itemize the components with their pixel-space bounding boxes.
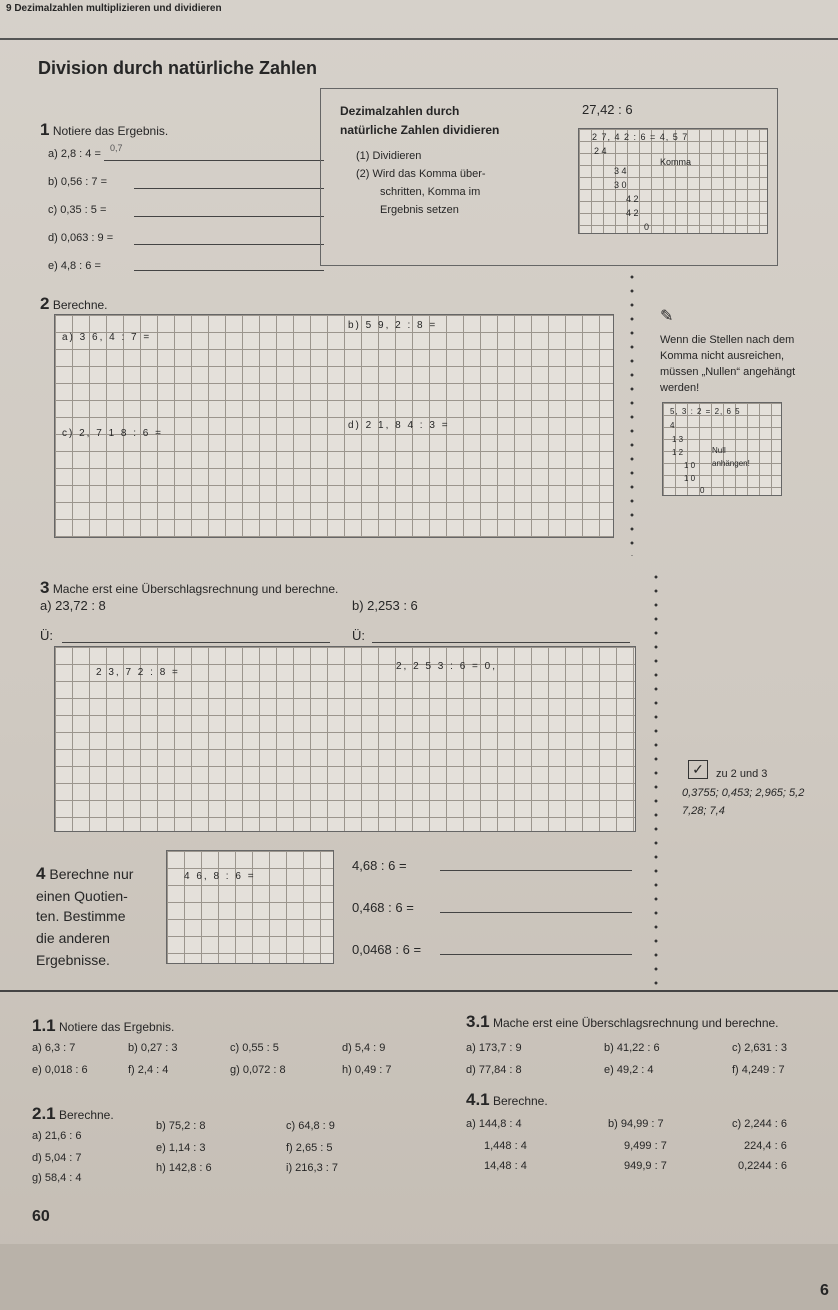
- hint-line: 1 2: [672, 448, 684, 457]
- task2-a: a) 3 6, 4 : 7 =: [62, 332, 152, 343]
- info-grid: [578, 128, 768, 234]
- ex21-item: f) 2,65 : 5: [286, 1142, 333, 1154]
- task3-heading: 3 Mache erst eine Überschlagsrechnung und berechne.: [40, 578, 339, 597]
- info-example: 27,42 : 6: [582, 102, 633, 117]
- task3-calc-a: 2 3, 7 2 : 8 =: [96, 667, 180, 678]
- ex11-item: d) 5,4 : 9: [342, 1042, 386, 1054]
- info-step-2b: schritten, Komma im: [380, 186, 481, 198]
- ex41-item: 1,448 : 4: [484, 1140, 527, 1152]
- ex31-item: c) 2,631 : 3: [732, 1042, 788, 1054]
- ex11-item: f) 2,4 : 4: [128, 1064, 169, 1076]
- ex31-item: b) 41,22 : 6: [604, 1042, 660, 1054]
- ex21-heading: 2.1 Berechne.: [32, 1104, 114, 1123]
- ex21-item: g) 58,4 : 4: [32, 1172, 82, 1184]
- task1-a: a) 2,8 : 4 =: [48, 148, 101, 160]
- ex31-item: f) 4,249 : 7: [732, 1064, 785, 1076]
- hint-text-3: müssen „Nullen“ angehängt: [660, 366, 796, 378]
- hint-line: 0: [700, 486, 705, 495]
- task2-b: b) 5 9, 2 : 8 =: [348, 320, 438, 331]
- ex21-item: a) 21,6 : 6: [32, 1130, 82, 1142]
- hint-text-4: werden!: [660, 382, 700, 394]
- hint-line: 1 0: [684, 461, 696, 470]
- task4-text-5: Ergebnisse.: [36, 952, 110, 968]
- ex41-item: 14,48 : 4: [484, 1160, 527, 1172]
- dotted-divider-2: [654, 570, 658, 990]
- ex41-item: 9,499 : 7: [624, 1140, 667, 1152]
- task4-grid[interactable]: [166, 850, 334, 964]
- info-line: 3 4: [614, 166, 627, 176]
- ex21-item: e) 1,14 : 3: [156, 1142, 206, 1154]
- ex11-item: g) 0,072 : 8: [230, 1064, 286, 1076]
- ex21-item: b) 75,2 : 8: [156, 1120, 206, 1132]
- info-step-2c: Ergebnis setzen: [380, 204, 459, 216]
- ex11-item: a) 6,3 : 7: [32, 1042, 76, 1054]
- ex21-item: i) 216,3 : 7: [286, 1162, 338, 1174]
- task1-e: e) 4,8 : 6 =: [48, 260, 101, 272]
- hint-text-1: Wenn die Stellen nach dem: [660, 334, 795, 346]
- task4-text-4: die anderen: [36, 930, 110, 946]
- ex41-item: 224,4 : 6: [744, 1140, 787, 1152]
- ex11-item: b) 0,27 : 3: [128, 1042, 178, 1054]
- ex41-item: b) 94,99 : 7: [608, 1118, 664, 1130]
- info-step-1: (1) Dividieren: [356, 150, 422, 162]
- checkmark-icon: ✓: [688, 760, 708, 779]
- ex11-item: h) 0,49 : 7: [342, 1064, 392, 1076]
- info-line: 0: [644, 222, 650, 232]
- hint-calc: 5, 3 : 2 = 2, 6 5: [670, 407, 741, 416]
- hint-line: 4: [670, 421, 675, 430]
- ex41-item: c) 2,244 : 6: [732, 1118, 788, 1130]
- task1-a-answer: 0,7: [110, 143, 123, 153]
- ex41-item: 949,9 : 7: [624, 1160, 667, 1172]
- task2-grid[interactable]: [54, 314, 614, 538]
- ex41-item: a) 144,8 : 4: [466, 1118, 522, 1130]
- next-page-strip: [0, 1244, 838, 1310]
- ex21-item: h) 142,8 : 6: [156, 1162, 212, 1174]
- task1-d: d) 0,063 : 9 =: [48, 232, 114, 244]
- task4-eq-1: 4,68 : 6 =: [352, 858, 407, 873]
- task4-eq-3: 0,0468 : 6 =: [352, 942, 422, 957]
- solutions-line-1: 0,3755; 0,453; 2,965; 5,2: [682, 787, 805, 799]
- info-line: 4 2: [626, 194, 639, 204]
- solutions-line-2: 7,28; 7,4: [682, 805, 725, 817]
- ex31-item: d) 77,84 : 8: [466, 1064, 522, 1076]
- hint-null: Null: [712, 446, 726, 455]
- info-calc: 2 7, 4 2 : 6 = 4, 5 7: [592, 132, 689, 142]
- hint-text-2: Komma nicht ausreichen,: [660, 350, 785, 362]
- ex31-item: a) 173,7 : 9: [466, 1042, 522, 1054]
- task3-ue-b: Ü:: [352, 628, 365, 643]
- page-title: Division durch natürliche Zahlen: [38, 58, 318, 78]
- hint-line: 1 3: [672, 435, 684, 444]
- task4-text-3: ten. Bestimme: [36, 908, 126, 924]
- info-line: 4 2: [626, 208, 639, 218]
- task2-heading: 2 Berechne.: [40, 294, 108, 313]
- page-number-right: 6: [820, 1282, 829, 1299]
- info-line: 2 4: [594, 146, 607, 156]
- chapter-title: 9 Dezimalzahlen multiplizieren und dividieren: [6, 3, 222, 14]
- ex11-item: e) 0,018 : 6: [32, 1064, 88, 1076]
- page-number-left: 60: [32, 1208, 50, 1225]
- task1-b: b) 0,56 : 7 =: [48, 176, 108, 188]
- hint-icon: ✎: [660, 308, 674, 325]
- task4-calc: 4 6, 8 : 6 =: [184, 871, 256, 882]
- ex41-item: 0,2244 : 6: [738, 1160, 787, 1172]
- hint-line: 1 0: [684, 474, 696, 483]
- task1-heading: 1 Notiere das Ergebnis.: [40, 120, 169, 139]
- task4-eq-2: 0,468 : 6 =: [352, 900, 414, 915]
- info-komma-label: Komma: [660, 157, 692, 167]
- dotted-divider: [630, 270, 634, 556]
- task4-text-2: einen Quotien-: [36, 888, 128, 904]
- info-title-1: Dezimalzahlen durch: [340, 104, 460, 118]
- section-separator: [0, 990, 838, 992]
- ex11-item: c) 0,55 : 5: [230, 1042, 279, 1054]
- info-line: 3 0: [614, 180, 627, 190]
- solutions-label: zu 2 und 3: [716, 768, 768, 780]
- info-step-2a: (2) Wird das Komma über-: [356, 168, 486, 180]
- task1-c: c) 0,35 : 5 =: [48, 204, 107, 216]
- ex11-heading: 1.1 Notiere das Ergebnis.: [32, 1016, 175, 1035]
- ex21-item: c) 64,8 : 9: [286, 1120, 335, 1132]
- info-title-2: natürliche Zahlen dividieren: [340, 123, 500, 137]
- task3-ue-a: Ü:: [40, 628, 53, 643]
- ex41-heading: 4.1 Berechne.: [466, 1090, 548, 1109]
- ex31-item: e) 49,2 : 4: [604, 1064, 654, 1076]
- task3-b: b) 2,253 : 6: [352, 598, 418, 613]
- task3-a: a) 23,72 : 8: [40, 598, 106, 613]
- task3-calc-b: 2, 2 5 3 : 6 = 0,: [396, 661, 497, 672]
- ex31-heading: 3.1 Mache erst eine Überschlagsrechnung und berechne.: [466, 1012, 779, 1031]
- task2-c: c) 2, 7 1 8 : 6 =: [62, 428, 163, 439]
- hint-anhaengen: anhängen!: [712, 459, 750, 468]
- task4-text-1: 4 Berechne nur: [36, 864, 134, 883]
- task2-d: d) 2 1, 8 4 : 3 =: [348, 420, 450, 431]
- ex21-item: d) 5,04 : 7: [32, 1152, 82, 1164]
